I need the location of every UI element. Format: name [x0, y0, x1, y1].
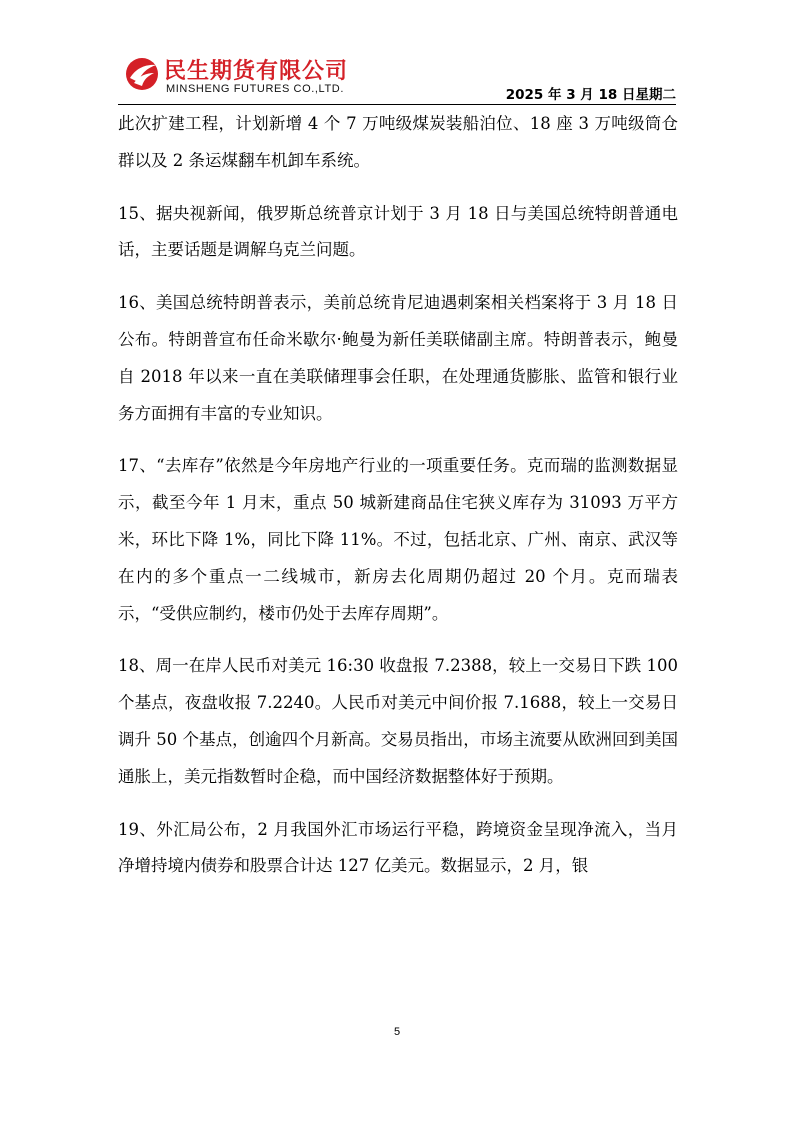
page-header — [118, 54, 676, 104]
page-number: 5 — [393, 1026, 401, 1038]
company-logo — [118, 54, 368, 100]
news-body — [118, 106, 678, 901]
report-date: 2025 年 3 月 18 日星期二 — [505, 87, 676, 103]
news-item-15: 15、据央视新闻，俄罗斯总统普京计划于 3 月 18 日与美国总统特朗普通电话，主要话题是调解乌克兰问题。 — [118, 203, 678, 260]
company-name-en: MINSHENG FUTURES CO.,LTD. — [166, 83, 344, 95]
paragraph-continuation: 此次扩建工程，计划新增 4 个 7 万吨级煤炭装船泊位、18 座 3 万吨级筒仓群以及 2 条运煤翻车机卸车系统。 — [118, 114, 678, 170]
news-item-18: 18、周一在岸人民币对美元 16:30 收盘报 7.2388，较上一交易日下跌 100 个基点，夜盘收报 7.2240。人民币对美元中间价报 7.1688，较上一交易日调升 50 个基点，创逾四个月新高。交易员指出，市场主流要从欧洲回到美国通胀上，美元指数暂时企稳，而中国经济数据整体好于预期。 — [118, 656, 678, 786]
company-name-cn: 民生期货有限公司 — [164, 59, 349, 84]
news-item-16: 16、美国总统特朗普表示，美前总统肯尼迪遇刺案相关档案将于 3 月 18 日公布。特朗普宣布任命米歇尔·鲍曼为新任美联储副主席。特朗普表示，鲍曼自 2018 年以来一直在美联储理事会任职，在处理通货膨胀、监管和银行业务方面拥有丰富的专业知识。 — [118, 293, 678, 423]
news-item-19: 19、外汇局公布，2 月我国外汇市场运行平稳，跨境资金呈现净流入，当月净增持境内债券和股票合计达 127 亿美元。数据显示，2 月，银 — [118, 819, 678, 876]
header-divider — [118, 104, 676, 105]
logo-swoosh-icon — [124, 56, 160, 92]
news-item-17: 17、“去库存”依然是今年房地产行业的一项重要任务。克而瑞的监测数据显示，截至今年 1 月末，重点 50 城新建商品住宅狭义库存为 31093 万平方米，环比下降 1%，同比下降 11%。不过，包括北京、广州、南京、武汉等在内的多个重点一二线城市，新房去化周期仍超过 20 个月。克而瑞表示，“受供应制约，楼市仍处于去库存周期”。 — [118, 456, 678, 623]
